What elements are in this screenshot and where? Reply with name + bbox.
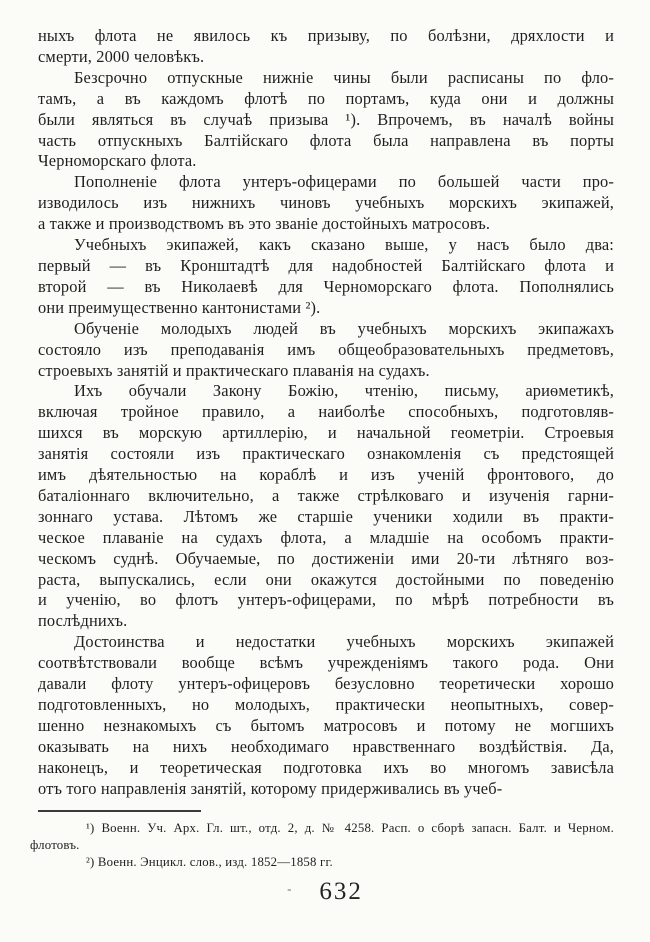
text-line: часть отпускныхъ Балтійскаго флота была направлена въ порты — [38, 130, 614, 150]
text-line: шихся въ морскую артиллерію, и начальной геометріи. Строевыя — [38, 423, 614, 443]
text-line: послѣднихъ. — [38, 611, 128, 631]
text-line: строевыхъ занятій и практическаго плаванія на судахъ. — [38, 360, 430, 380]
text-line: занятія состояли изъ практическаго ознакомленія съ предстоящей — [38, 444, 614, 464]
text-line: соотвѣтствовали вообще всѣмъ учрежденіямъ такого рода. Они — [38, 653, 614, 673]
text-line: раста, выпускались, если они окажутся достойными по поведенію — [38, 569, 614, 589]
text-line: наконецъ, и теоретическая подготовка ихъ во многомъ зависѣла — [38, 757, 614, 777]
footnote-separator — [38, 810, 201, 812]
text-line: Пополненіе флота унтеръ-офицерами по большей части про- — [74, 172, 614, 192]
page-text — [38, 26, 614, 800]
text-line: оказывать на нихъ необходимаго нравственнаго воздѣйствія. Да, — [38, 736, 614, 756]
text-line: отъ того направленія занятій, которому придерживались въ учеб- — [38, 778, 503, 798]
text-line: зоннаго устава. Лѣтомъ же старшіе ученики ходили въ практи- — [38, 506, 614, 526]
text-line: шенно незнакомыхъ съ бытомъ матросовъ и потому не могшихъ — [38, 715, 614, 735]
text-line: Достоинства и недостатки учебныхъ морскихъ экипажей — [74, 632, 614, 652]
text-line: ныхъ флота не явилось къ призыву, по болѣзни, дряхлости и — [38, 26, 614, 45]
text-line: ческое плаваніе на судахъ флота, а младшіе на особомъ практи- — [38, 527, 614, 547]
footnotes — [30, 820, 614, 870]
text-line: Учебныхъ экипажей, какъ сказано выше, у насъ было два: — [74, 235, 614, 255]
text-line: состояло изъ преподаванія имъ общеобразовательныхъ предметовъ, — [38, 339, 614, 359]
text-line: тамъ, а въ каждомъ флотѣ по портамъ, куда они и должны — [38, 88, 614, 108]
text-line: баталіоннаго включительно, а также стрѣлковаго и изученія гарни- — [38, 485, 614, 505]
text-line: а также и производствомъ въ это званіе достойныхъ матросовъ. — [38, 214, 491, 234]
page-number-dash: - — [287, 881, 292, 896]
text-line: включая тройное правило, а наиболѣе способныхъ, подготовляв- — [38, 402, 614, 422]
text-line: Безсрочно отпускные нижніе чины были расписаны по фло- — [74, 67, 614, 87]
page-number: 632 — [319, 878, 363, 905]
text-line: смерти, 2000 человѣкъ. — [38, 46, 205, 66]
text-line: первый — въ Кронштадтѣ для надобностей Балтійскаго флота и — [38, 255, 614, 275]
footnote-line: ¹) Военн. Уч. Арх. Гл. шт., отд. 2, д. № 4258. Расп. о сборѣ запасн. Балт. и Черном. — [86, 821, 614, 835]
text-line: подготовленныхъ, но молодыхъ, практически неопытныхъ, совер- — [38, 695, 614, 714]
text-line: они преимущественно кантонистами ²). — [38, 297, 321, 317]
text-line: Ихъ обучали Закону Божію, чтенію, письму, ариѳметикѣ, — [74, 381, 614, 401]
text-line: второй — въ Николаевѣ для Черноморскаго флота. Пополнялись — [38, 276, 614, 296]
text-line: ческомъ суднѣ. Обучаемые, по достиженіи ими 20-ти лѣтняго воз- — [38, 548, 614, 568]
text-line: были являться въ случаѣ призыва ¹). Впрочемъ, въ началѣ войны — [38, 109, 614, 129]
footnote-line: флотовъ. — [30, 837, 80, 852]
text-line: Черноморскаго флота. — [38, 151, 197, 171]
text-line: давали флоту унтеръ-офицеровъ безусловно теоретически хорошо — [38, 674, 614, 694]
text-line: Обученіе молодыхъ людей въ учебныхъ морскихъ экипажахъ — [74, 318, 614, 338]
page-number-row — [0, 878, 650, 906]
text-line: имъ дѣятельностью на кораблѣ и изъ ученій фронтового, до — [38, 465, 614, 485]
footnote-line: ²) Военн. Энцикл. слов., изд. 1852—1858 гг. — [86, 854, 333, 869]
text-line: и ученію, во флотъ унтеръ-офицерами, по мѣрѣ потребности въ — [38, 590, 614, 610]
text-line: изводилось изъ нижнихъ чиновъ учебныхъ морскихъ экипажей, — [38, 193, 614, 213]
